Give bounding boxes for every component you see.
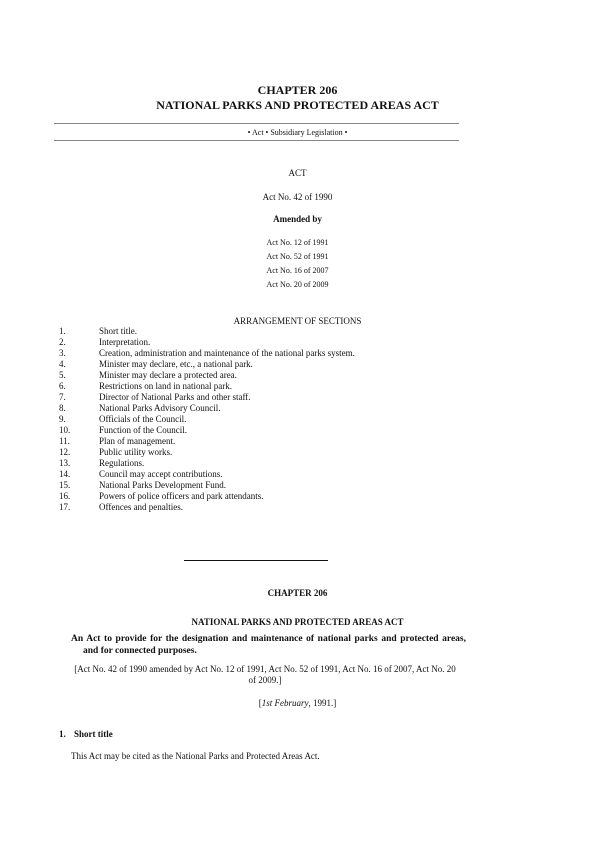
nav-top-rule: [54, 123, 459, 124]
commencement-date-text: 1st February: [261, 698, 309, 708]
nav-bullet-mid: •: [265, 128, 269, 137]
toc-row[interactable]: [59, 414, 479, 425]
section-1-number: 1.: [59, 729, 66, 739]
toc-row[interactable]: [59, 326, 479, 337]
section-1-heading: [59, 729, 113, 739]
toc-title: Short title.: [99, 326, 137, 336]
section-separator: [184, 560, 328, 561]
act-title-heading: NATIONAL PARKS AND PROTECTED AREAS ACT: [156, 98, 439, 112]
arrangement-list: [59, 326, 479, 513]
commencement-open: [: [258, 698, 262, 708]
toc-row[interactable]: [59, 425, 479, 436]
toc-number: 11.: [59, 436, 70, 446]
amendment-note: [Act No. 42 of 1990 amended by Act No. 12 of 1991, Act No. 52 of 1991, Act No. 16 of 2007, Act No. 20 of 2009.]: [74, 664, 456, 685]
act-heading: ACT: [288, 168, 307, 178]
nav-link-subsidiary-legislation[interactable]: Subsidiary Legislation: [270, 128, 343, 137]
toc-title: Function of the Council.: [99, 425, 187, 435]
toc-row[interactable]: [59, 502, 479, 513]
nav-bottom-rule: [54, 140, 459, 141]
toc-row[interactable]: [59, 348, 479, 359]
toc-title: Restrictions on land in national park.: [99, 381, 232, 391]
toc-title: Interpretation.: [99, 337, 151, 347]
toc-title: Officials of the Council.: [99, 414, 187, 424]
amendment-item: Act No. 12 of 1991: [266, 238, 329, 247]
toc-number: 17.: [59, 502, 71, 512]
toc-title: National Parks Development Fund.: [99, 480, 226, 490]
amendment-item: Act No. 16 of 2007: [266, 266, 329, 275]
long-title: An Act to provide for the designation and maintenance of national parks and protected areas, and for connected purposes.: [71, 634, 466, 656]
section-1-text: This Act may be cited as the National Parks and Protected Areas Act.: [71, 751, 320, 761]
act-number: Act No. 42 of 1990: [262, 192, 333, 202]
amendment-item: Act No. 20 of 2009: [266, 280, 329, 289]
toc-row[interactable]: [59, 458, 479, 469]
toc-title: Offences and penalties.: [99, 502, 184, 512]
toc-title: Public utility works.: [99, 447, 173, 457]
nav-bullet-right: •: [344, 128, 348, 137]
toc-row[interactable]: [59, 381, 479, 392]
toc-row[interactable]: [59, 469, 479, 480]
section-1-title: Short title: [74, 729, 113, 739]
toc-title: Creation, administration and maintenance of the national parks system.: [99, 348, 355, 358]
toc-number: 12.: [59, 447, 71, 457]
toc-number: 16.: [59, 491, 71, 501]
toc-title: Regulations.: [99, 458, 145, 468]
arrangement-heading: ARRANGEMENT OF SECTIONS: [233, 316, 362, 326]
amended-by-label: Amended by: [273, 214, 322, 224]
toc-title: Minister may declare, etc., a national park.: [99, 359, 253, 369]
toc-number: 5.: [59, 370, 66, 380]
toc-row[interactable]: [59, 403, 479, 414]
toc-number: 7.: [59, 392, 66, 402]
toc-title: Plan of management.: [99, 436, 176, 446]
toc-row[interactable]: [59, 447, 479, 458]
toc-title: National Parks Advisory Council.: [99, 403, 221, 413]
toc-number: 4.: [59, 359, 66, 369]
body-chapter-heading: CHAPTER 206: [267, 588, 328, 598]
toc-number: 2.: [59, 337, 66, 347]
nav-bar: [0, 128, 595, 137]
toc-row[interactable]: [59, 392, 479, 403]
body-act-title: NATIONAL PARKS AND PROTECTED AREAS ACT: [191, 617, 404, 627]
toc-number: 13.: [59, 458, 71, 468]
toc-row[interactable]: [59, 337, 479, 348]
toc-row[interactable]: [59, 436, 479, 447]
toc-title: Director of National Parks and other staff.: [99, 392, 251, 402]
amendment-item: Act No. 52 of 1991: [266, 252, 329, 261]
commencement-rest: , 1991.]: [308, 698, 337, 708]
toc-number: 6.: [59, 381, 66, 391]
toc-number: 14.: [59, 469, 71, 479]
toc-number: 15.: [59, 480, 71, 490]
toc-title: Council may accept contributions.: [99, 469, 223, 479]
toc-number: 1.: [59, 326, 66, 336]
toc-row[interactable]: [59, 359, 479, 370]
toc-number: 8.: [59, 403, 66, 413]
nav-bullet-left: •: [247, 128, 251, 137]
toc-title: Powers of police officers and park attendants.: [99, 491, 264, 501]
toc-number: 3.: [59, 348, 66, 358]
toc-row[interactable]: [59, 491, 479, 502]
toc-number: 10.: [59, 425, 71, 435]
toc-row[interactable]: [59, 480, 479, 491]
chapter-heading: CHAPTER 206: [257, 83, 338, 97]
nav-link-act[interactable]: Act: [251, 128, 264, 137]
commencement-date: [0, 698, 595, 708]
toc-number: 9.: [59, 414, 66, 424]
toc-row[interactable]: [59, 370, 479, 381]
toc-title: Minister may declare a protected area.: [99, 370, 237, 380]
